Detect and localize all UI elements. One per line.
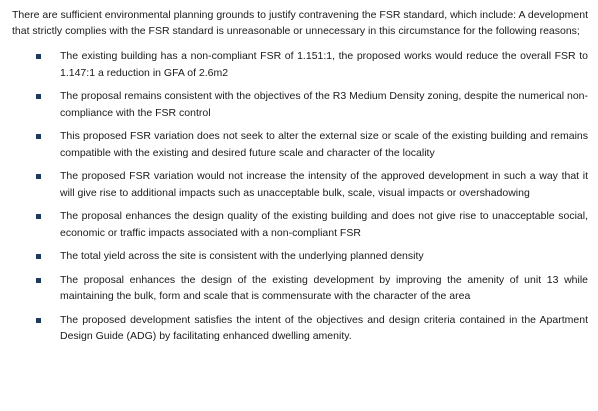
list-item-text: The existing building has a non-compliant FSR of 1.151:1, the proposed works would reduce the overall FSR to 1.147:1 a reduction in GFA of 2.6m2 — [60, 50, 588, 79]
list-item — [12, 88, 588, 121]
list-item-text: The proposed development satisfies the intent of the objectives and design criteria contained in the Apartment Design Guide (ADG) by facilitating enhanced dwelling amenity. — [60, 313, 588, 342]
list-item — [12, 208, 588, 241]
square-bullet-icon — [36, 278, 41, 283]
square-bullet-icon — [36, 134, 41, 139]
square-bullet-icon — [36, 174, 41, 179]
list-item — [12, 248, 588, 265]
square-bullet-icon — [36, 214, 41, 219]
list-item-text: The proposal enhances the design of the existing development by improving the amenity of unit 13 while maintaining the bulk, form and scale that is commensurate with the character of the area — [60, 273, 588, 302]
square-bullet-icon — [36, 254, 41, 259]
square-bullet-icon — [36, 54, 41, 59]
list-item-text: This proposed FSR variation does not seek to alter the external size or scale of the existing building and remains compatible with the existing and desired future scale and character of the locality — [60, 130, 588, 159]
list-item-text: The total yield across the site is consistent with the underlying planned density — [60, 250, 424, 262]
square-bullet-icon — [36, 318, 41, 323]
list-item — [12, 48, 588, 81]
reasons-list — [12, 48, 588, 345]
list-item — [12, 312, 588, 345]
list-item-text: The proposal remains consistent with the objectives of the R3 Medium Density zoning, despite the numerical non-compliance with the FSR control — [60, 90, 588, 119]
list-item-text: The proposed FSR variation would not increase the intensity of the approved development in such a way that it will give rise to additional impacts such as unacceptable bulk, scale, visual impacts or overshadowing — [60, 170, 588, 199]
list-item-text: The proposal enhances the design quality of the existing building and does not give rise to unacceptable social, economic or traffic impacts associated with a non-compliant FSR — [60, 210, 588, 239]
list-item — [12, 128, 588, 161]
list-item — [12, 272, 588, 305]
list-item — [12, 168, 588, 201]
square-bullet-icon — [36, 94, 41, 99]
intro-paragraph: There are sufficient environmental planning grounds to justify contravening the FSR standard, which include: A development that strictly complies with the FSR standard is unreasonable or unnecessary in this circumstance for the following reasons; — [12, 9, 588, 37]
